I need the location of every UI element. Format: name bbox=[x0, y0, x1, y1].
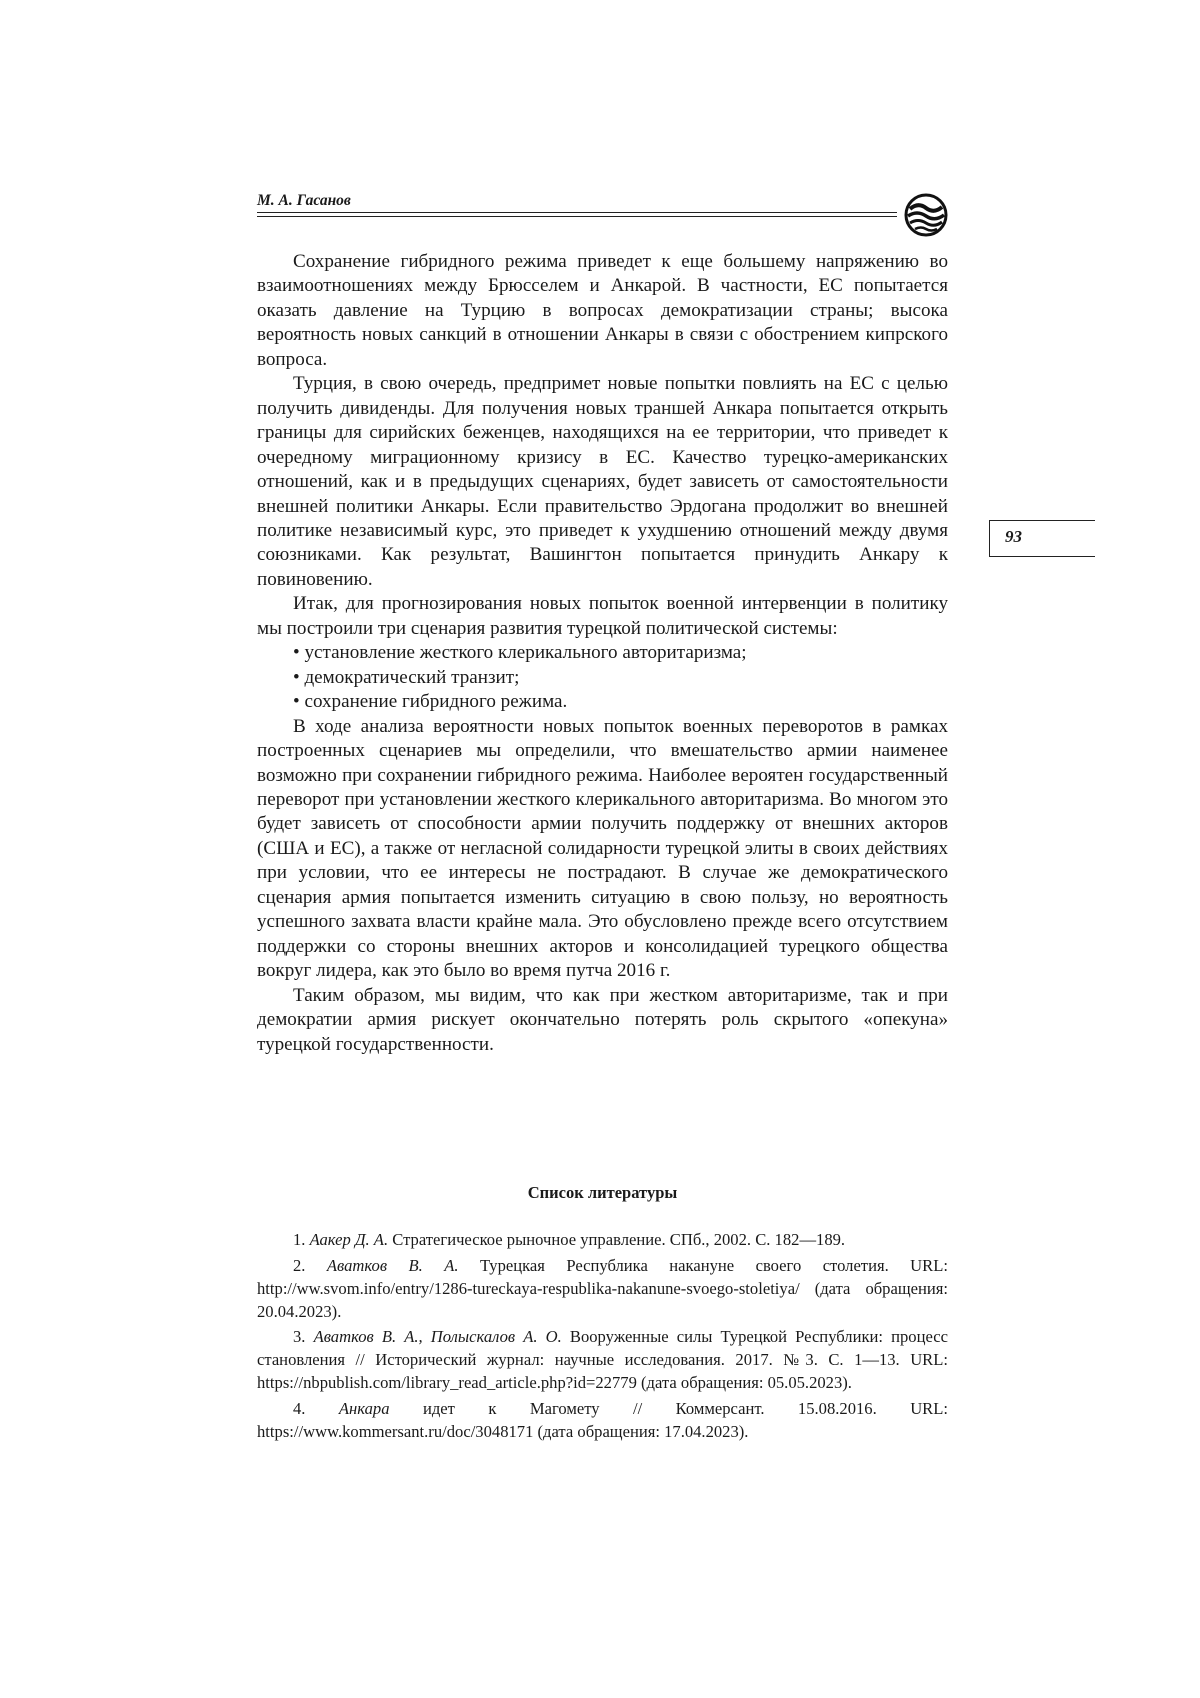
running-header-author: М. А. Гасанов bbox=[257, 192, 351, 209]
reference-item bbox=[257, 1325, 948, 1394]
body-paragraph: Турция, в свою очередь, предпримет новые попытки повлиять на ЕС с целью получить дивиденды. Для получения новых траншей Анкара попытается открыть границы для сирийских беженцев, находящихся на ее территории, что приведет к очередному миграционному кризису в ЕС. Качество турецко-американских отношений, как и в предыдущих сценариях, будет зависеть от самостоятельности внешней политики Анкары. Если правительство Эрдогана продолжит во внешней политике независимый курс, это приведет к ухудшению отношений между двумя союзниками. Как результат, Вашингтон попытается принудить Анкару к повиновению. bbox=[257, 373, 948, 590]
list-item: • установление жесткого клерикального авторитаризма; bbox=[293, 641, 948, 665]
reference-text: Турецкая Республика накануне своего столетия. URL: http://ww.svom.info/entry/1286-tureckaya-respublika-nakanune-svoego-stoletiya/ (дата обращения: 20.04.2023). bbox=[257, 1255, 948, 1321]
header-rule-thick bbox=[257, 212, 897, 213]
wave-globe-icon bbox=[903, 192, 949, 238]
page-number-box bbox=[989, 520, 1095, 557]
reference-number: 2. bbox=[293, 1255, 306, 1275]
body-text bbox=[257, 250, 948, 1057]
reference-list bbox=[257, 1228, 948, 1445]
header-rule-thin bbox=[257, 216, 897, 217]
references-heading: Список литературы bbox=[527, 1183, 678, 1202]
body-paragraph: В ходе анализа вероятности новых попыток военных переворотов в рамках построенных сценариев мы определили, что вмешательство армии наименее возможно при сохранении гибридного режима. Наиболее вероятен государственный переворот при установлении жесткого клерикального авторитаризма. Во многом это будет зависеть от способности армии получить поддержку от внешних акторов (США и ЕС), а также от негласной солидарности турецкой элиты в своих действиях при условии, что ее интересы не пострадают. В случае же демократического сценария армия попытается изменить ситуацию в свою пользу, но вероятность успешного захвата власти крайне мала. Это обусловлено прежде всего отсутствием поддержки со стороны внешних акторов и консолидацией турецкого общества вокруг лидера, как это было во время путча 2016 г. bbox=[257, 715, 948, 982]
reference-text: идет к Магомету // Коммерсант. 15.08.2016. URL: https://www.kommersant.ru/doc/3048171 (дата обращения: 17.04.2023). bbox=[257, 1398, 948, 1441]
body-paragraph: Сохранение гибридного режима приведет к еще большему напряжению во взаимоотношениях между Брюсселем и Анкарой. В частности, ЕС попытается оказать давление на Турцию в вопросах демократизации страны; высока вероятность новых санкций в отношении Анкары в связи с обострением кипрского вопроса. bbox=[257, 251, 948, 370]
list-item: • демократический транзит; bbox=[293, 666, 948, 690]
reference-text: Стратегическое рыночное управление. СПб., 2002. С. 182—189. bbox=[392, 1230, 846, 1249]
reference-number: 3. bbox=[293, 1327, 306, 1346]
body-paragraph: Таким образом, мы видим, что как при жестком авторитаризме, так и при демократии армия рискует окончательно потерять роль скрытого «опекуна» турецкой государственности. bbox=[257, 984, 948, 1055]
list-item: • сохранение гибридного режима. bbox=[293, 690, 948, 714]
reference-author: Аакер Д. А. bbox=[309, 1230, 389, 1249]
reference-number: 1. bbox=[293, 1230, 306, 1249]
reference-number: 4. bbox=[293, 1398, 306, 1418]
scenario-list bbox=[257, 641, 948, 714]
reference-item bbox=[257, 1397, 948, 1443]
reference-item bbox=[257, 1228, 948, 1251]
body-paragraph: Итак, для прогнозирования новых попыток военной интервенции в политику мы построили три сценария развития турецкой политической системы: bbox=[257, 593, 948, 639]
running-header bbox=[257, 192, 948, 228]
reference-author: Аватков В. А., Полыскалов А. О. bbox=[313, 1327, 562, 1346]
reference-author: Аватков В. А. bbox=[326, 1255, 459, 1275]
page-number: 93 bbox=[1005, 527, 1022, 546]
reference-text: Вооруженные силы Турецкой Республики: процесс становления // Исторический журнал: научные исследования. 2017. №3. С. 1—13. URL: https://nbpublish.com/library_read_article.php?id=22779 (дата обращения: 05.05.2023). bbox=[257, 1327, 948, 1392]
reference-author: Анкара bbox=[338, 1398, 390, 1418]
reference-item bbox=[257, 1254, 948, 1323]
